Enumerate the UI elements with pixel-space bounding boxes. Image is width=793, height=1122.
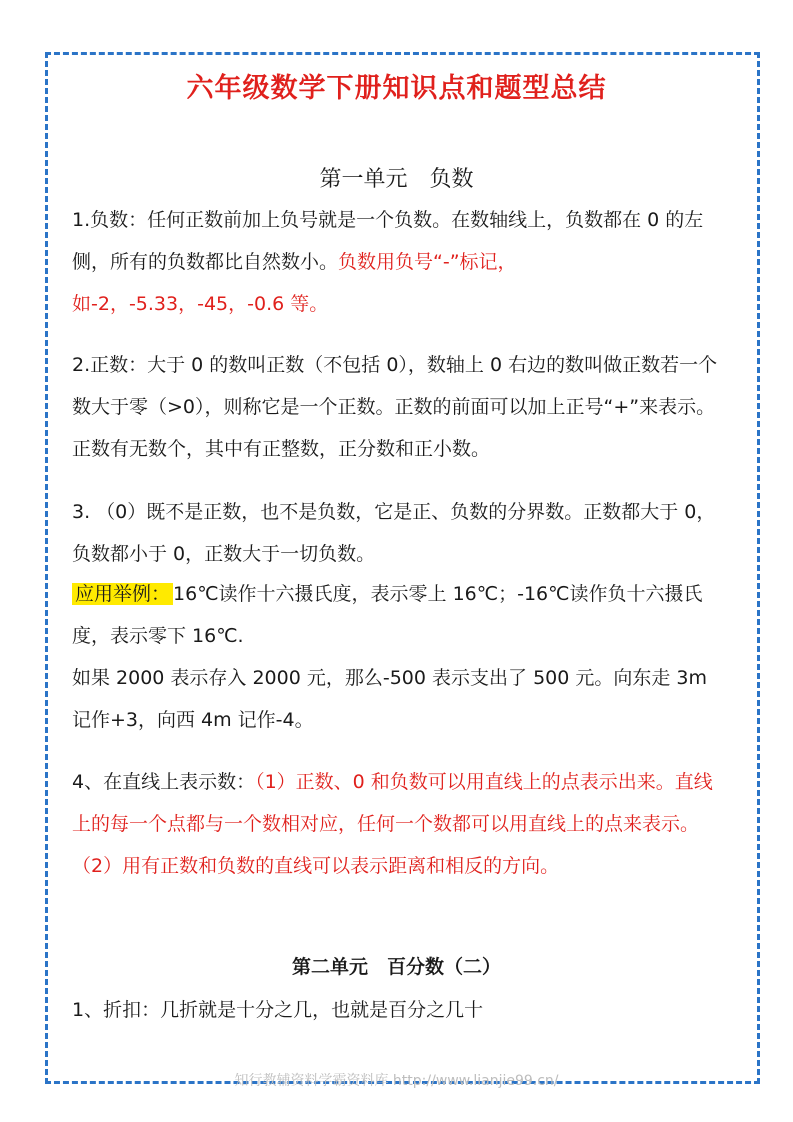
- number-line-explanation: （1）正数、0 和负数可以用直线上的点表示出来。直线上的每一个点都与一个数相对应，任何一个数都可以用直线上的点来表示。（2）用有正数和负数的直线可以表示距离和相反的方向。: [72, 771, 713, 877]
- paragraph-zero: 3. （0）既不是正数，也不是负数，它是正、负数的分界数。正数都大于 0，负数都小于 0，正数大于一切负数。: [72, 501, 716, 565]
- footer-watermark: 知行教辅资料学霸资料库 http://www.lianjie99.cn/: [234, 1073, 559, 1089]
- page-title: 六年级数学下册知识点和题型总结: [186, 73, 607, 104]
- unit2-heading: 第二单元 百分数（二）: [291, 956, 501, 978]
- paragraph-example: [72, 573, 726, 741]
- unit1-heading: 第一单元 负数: [319, 167, 474, 192]
- paragraph-negative-numbers: [72, 199, 726, 325]
- negative-definition: 1.负数：任何正数前加上负号就是一个负数。在数轴线上，负数都在 0 的左侧，所有的负数都比自然数小。: [72, 209, 704, 273]
- number-line-lead: 4、在直线上表示数：: [72, 771, 256, 793]
- example-label: 应用举例：: [72, 583, 173, 605]
- paragraph-positive-numbers: 2.正数：大于 0 的数叫正数（不包括 0），数轴上 0 右边的数叫做正数若一个数大于零（>0），则称它是一个正数。正数的前面可以加上正号“+”来表示。正数有无数个，其中有正整数，正分数和正小数。: [72, 354, 718, 460]
- example-temperature: 16℃读作十六摄氏度，表示零上 16℃；-16℃读作负十六摄氏度，表示零下 16℃.: [72, 583, 703, 647]
- negative-notation: 负数用负号“-”标记，如-2，-5.33，-45，-0.6 等。: [72, 251, 517, 315]
- paragraph-number-line: [72, 761, 726, 887]
- example-money-direction: 如果 2000 表示存入 2000 元，那么-500 表示支出了 500 元。向东走 3m 记作+3，向西 4m 记作-4。: [72, 667, 708, 731]
- paragraph-discount: 1、折扣：几折就是十分之几，也就是百分之几十: [72, 999, 484, 1021]
